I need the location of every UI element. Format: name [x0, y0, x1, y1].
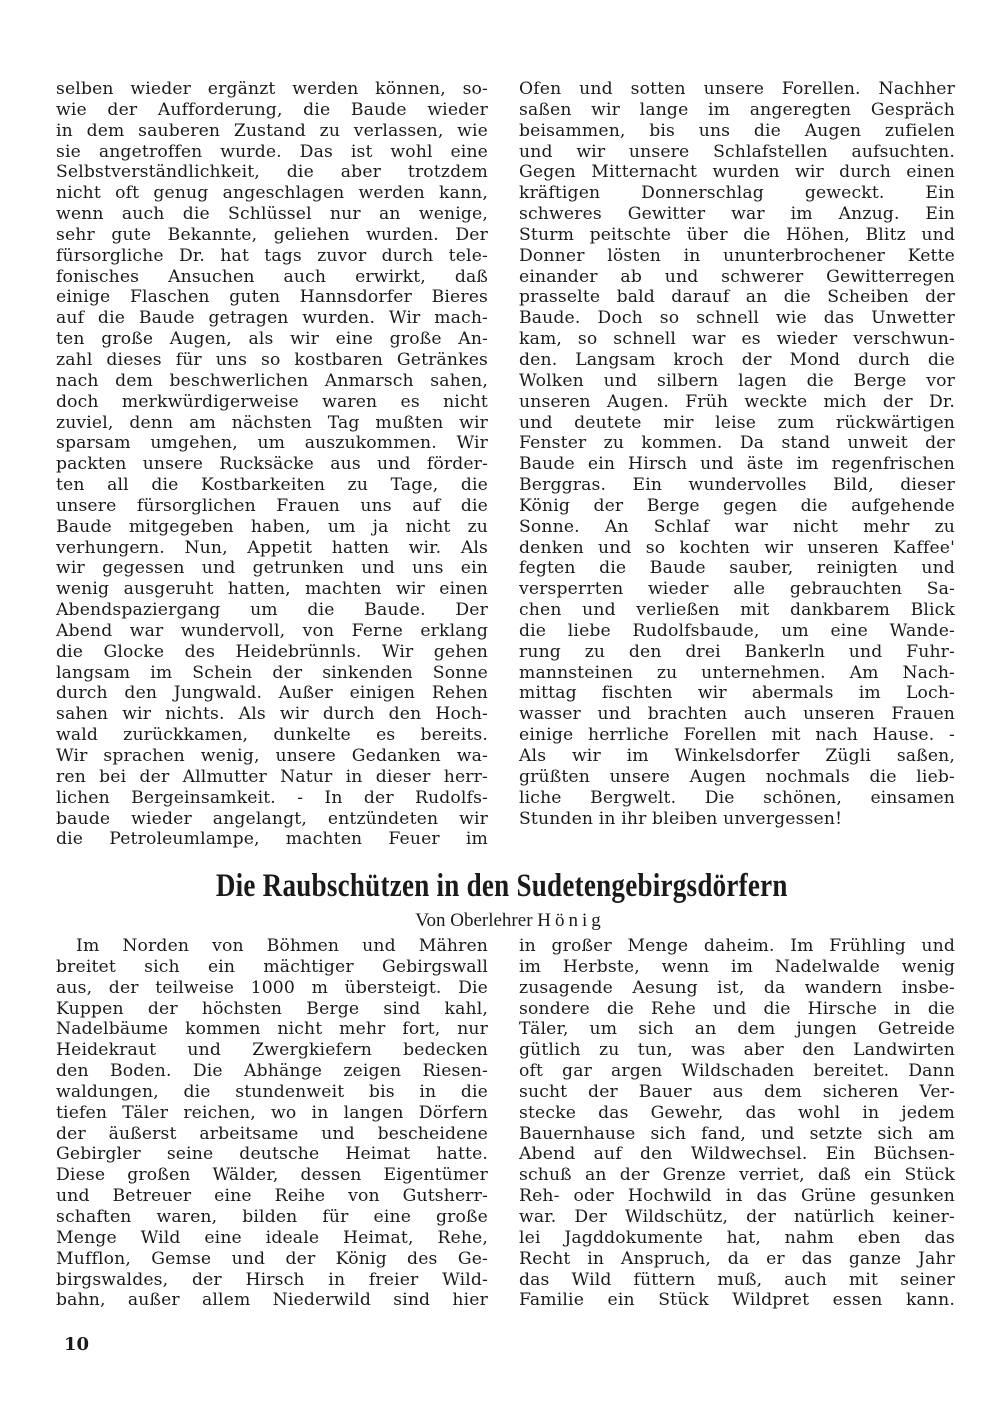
text-line: Sonne. An Schlaf war nicht mehr zu — [519, 516, 955, 537]
text-line: Diese großen Wälder, dessen Eigentümer — [56, 1165, 488, 1186]
text-line: fürsorgliche Dr. hat tags zuvor durch tele- — [56, 245, 488, 266]
text-line: selben wieder ergänzt werden können, so- — [56, 79, 488, 99]
text-line: die Petroleumlampe, machten Feuer im — [56, 829, 488, 850]
text-line: ten große Augen, als wir eine große An- — [56, 329, 488, 350]
text-line: Kuppen der höchsten Berge sind kahl, — [56, 998, 488, 1019]
text-line: Familie ein Stück Wildpret essen kann. — [519, 1290, 955, 1311]
text-line: zusagende Aesung ist, da wandern insbe- — [519, 977, 955, 998]
text-line: Wolken und silbern lagen die Berge vor — [519, 370, 955, 391]
text-line: wenig ausgeruht hatten, machten wir einen — [56, 579, 488, 600]
text-line: Gebirgler seine deutsche Heimat hatte. — [56, 1144, 488, 1165]
text-line: Baude. Doch so schnell wie das Unwetter — [519, 308, 955, 329]
text-line: Bauernhause sich fand, und setzte sich am — [519, 1123, 955, 1144]
text-line: im Herbste, wenn im Nadelwalde wenig — [519, 956, 955, 977]
text-line: mannsteinen zu unternehmen. Am Nach- — [519, 662, 955, 683]
article-title: Die Raubschützen in den Sudetengebirgsdörfern — [215, 868, 788, 904]
text-line: sucht der Bauer aus dem sicheren Ver- — [519, 1081, 955, 1102]
text-line: ten all die Kostbarkeiten zu Tage, die — [56, 475, 488, 496]
text-line: das Wild füttern muß, auch mit seiner — [519, 1269, 955, 1290]
text-line: war. Der Wildschütz, der natürlich keiner- — [519, 1206, 955, 1227]
text-line: prasselte bald darauf an die Scheiben der — [519, 287, 955, 308]
text-line: Selbstverständlichkeit, die aber trotzdem — [56, 162, 488, 183]
text-line: Nadelbäume kommen nicht mehr fort, nur — [56, 1019, 488, 1040]
text-line: schaften waren, bilden für eine große — [56, 1206, 488, 1227]
text-line: verhungern. Nun, Appetit hatten wir. Als — [56, 537, 488, 558]
text-line: breitet sich ein mächtiger Gebirgswall — [56, 956, 488, 977]
text-line: baude wieder angelangt, entzündeten wir — [56, 808, 488, 829]
text-line: saßen wir lange im angeregten Gespräch — [519, 99, 955, 120]
text-line: birgswaldes, der Hirsch in freier Wild- — [56, 1269, 488, 1290]
text-line: grüßten unsere Augen nochmals die lieb- — [519, 766, 955, 787]
byline-prefix: Von Oberlehrer — [415, 910, 533, 931]
text-line: chen und verließen mit dankbarem Blick — [519, 600, 955, 621]
text-line: und Betreuer eine Reihe von Gutsherr- — [56, 1186, 488, 1207]
text-line: Stunden in ihr bleiben unvergessen! — [519, 808, 843, 829]
text-line: und deutete mir leise zum rückwärtigen — [519, 412, 955, 433]
text-line: Heidekraut und Zwergkiefern bedecken — [56, 1040, 488, 1061]
text-line: Baude mitgegeben haben, um ja nicht zu — [56, 516, 488, 537]
text-line: Als wir im Winkelsdorfer Zügli saßen, — [519, 746, 955, 766]
text-line: und wir unsere Schlafstellen aufsuchten. — [519, 141, 955, 162]
text-line: Berggras. Ein wundervolles Bild, dieser — [519, 475, 955, 496]
text-line: Ofen und sotten unsere Forellen. Nachher — [519, 79, 955, 99]
text-line: gütlich zu tun, was aber den Landwirten — [519, 1040, 955, 1061]
byline — [0, 910, 1000, 932]
text-line: bahn, außer allem Niederwild sind hier — [56, 1290, 488, 1311]
text-line: der äußerst arbeitsame und bescheidene — [56, 1123, 488, 1144]
text-line: einige herrliche Forellen mit nach Hause. - — [519, 725, 955, 746]
text-line: sehr gute Bekannte, geliehen wurden. Der — [56, 224, 488, 245]
text-line: kam, so schnell war es wieder verschwun- — [519, 329, 955, 350]
text-line: sie angetroffen wurde. Das ist wohl eine — [56, 141, 488, 162]
article1-column-left — [56, 79, 488, 850]
article2-column-left — [56, 936, 488, 1311]
article1-column-right — [519, 79, 955, 829]
text-line: Recht in Anspruch, da er das ganze Jahr — [519, 1248, 955, 1269]
text-line: tiefen Täler reichen, wo in langen Dörfern — [56, 1102, 488, 1123]
text-line: mittag fischten wir abermals im Loch- — [519, 683, 955, 704]
text-line: Reh- oder Hochwild in das Grüne gesunken — [519, 1186, 955, 1207]
text-line: wald zurückkamen, dunkelte es bereits. — [56, 725, 488, 746]
text-line: stecke das Gewehr, das wohl in jedem — [519, 1102, 955, 1123]
text-line: rung zu den drei Bankerln und Fuhr- — [519, 641, 955, 662]
text-line: sahen wir nichts. Als wir durch den Hoch- — [56, 704, 488, 725]
text-line: ren bei der Allmutter Natur in dieser herr- — [56, 766, 488, 787]
text-line: Gegen Mitternacht wurden wir durch einen — [519, 162, 955, 183]
text-line: sparsam umgehen, um auszukommen. Wir — [56, 433, 488, 454]
byline-author: Hönig — [537, 910, 605, 931]
text-line: unsere fürsorglichen Frauen uns auf die — [56, 495, 488, 516]
text-line: wie der Aufforderung, die Baude wieder — [56, 99, 488, 120]
text-line: waldungen, die stundenweit bis in die — [56, 1081, 488, 1102]
text-line: Sturm peitschte über die Höhen, Blitz und — [519, 224, 955, 245]
text-line: liche Bergwelt. Die schönen, einsamen — [519, 787, 955, 808]
text-line: den Boden. Die Abhänge zeigen Riesen- — [56, 1061, 488, 1082]
text-line: lichen Bergeinsamkeit. - In der Rudolfs- — [56, 787, 488, 808]
text-line: Im Norden von Böhmen und Mähren — [76, 936, 488, 956]
text-line: beisammen, bis uns die Augen zufielen — [519, 120, 955, 141]
text-line: Abendspaziergang um die Baude. Der — [56, 600, 488, 621]
text-line: in großer Menge daheim. Im Frühling und — [519, 936, 955, 956]
text-line: Abend auf den Wildwechsel. Ein Büchsen- — [519, 1144, 955, 1165]
text-line: durch den Jungwald. Außer einigen Rehen — [56, 683, 488, 704]
text-line: oft gar argen Wildschaden bereitet. Dann — [519, 1061, 955, 1082]
text-line: packten unsere Rucksäcke aus und förder- — [56, 454, 488, 475]
text-line: wasser und brachten auch unseren Frauen — [519, 704, 955, 725]
text-line: Wir sprachen wenig, unsere Gedanken wa- — [56, 746, 488, 766]
text-line: König der Berge gegen die aufgehende — [519, 495, 955, 516]
text-line: Menge Wild eine ideale Heimat, Rehe, — [56, 1227, 488, 1248]
text-line: lei Jagddokumente hat, nahm eben das — [519, 1227, 955, 1248]
text-line: zahl dieses für uns so kostbaren Getränkes — [56, 349, 488, 370]
text-line: kräftigen Donnerschlag geweckt. Ein — [519, 183, 955, 204]
text-line: Fenster zu kommen. Da stand unweit der — [519, 433, 955, 454]
text-line: einander ab und schwerer Gewitterregen — [519, 266, 955, 287]
text-line: doch merkwürdigerweise waren es nicht — [56, 391, 488, 412]
text-line: zuviel, denn am nächsten Tag mußten wir — [56, 412, 488, 433]
text-line: fonisches Ansuchen auch erwirkt, daß — [56, 266, 488, 287]
text-line: den. Langsam kroch der Mond durch die — [519, 349, 955, 370]
text-line: Donner lösten in ununterbrochener Kette — [519, 245, 955, 266]
text-line: langsam im Schein der sinkenden Sonne — [56, 662, 488, 683]
text-line: schuß an der Grenze verriet, daß ein Stück — [519, 1165, 955, 1186]
text-line: auf die Baude getragen wurden. Wir mach- — [56, 308, 488, 329]
text-line: in dem sauberen Zustand zu verlassen, wie — [56, 120, 488, 141]
text-line: Abend war wundervoll, von Ferne erklang — [56, 620, 488, 641]
text-line: einige Flaschen guten Hannsdorfer Bieres — [56, 287, 488, 308]
page-number: 10 — [64, 1334, 90, 1355]
text-line: die Glocke des Heidebrünnls. Wir gehen — [56, 641, 488, 662]
text-line: unseren Augen. Früh weckte mich der Dr. — [519, 391, 955, 412]
text-line: wenn auch die Schlüssel nur an wenige, — [56, 204, 488, 225]
text-line: fegten die Baude sauber, reinigten und — [519, 558, 955, 579]
text-line: denken und so kochten wir unseren Kaffee' — [519, 537, 955, 558]
text-line: sondere die Rehe und die Hirsche in die — [519, 998, 955, 1019]
text-line: Täler, um sich an dem jungen Getreide — [519, 1019, 955, 1040]
text-line: Baude ein Hirsch und äste im regenfrischen — [519, 454, 955, 475]
text-line: nicht oft genug angeschlagen werden kann, — [56, 183, 488, 204]
text-line: nach dem beschwerlichen Anmarsch sahen, — [56, 370, 488, 391]
text-line: wir gegessen und getrunken und uns ein — [56, 558, 488, 579]
text-line: Mufflon, Gemse und der König des Ge- — [56, 1248, 488, 1269]
text-line: schweres Gewitter war im Anzug. Ein — [519, 204, 955, 225]
text-line: die liebe Rudolfsbaude, um eine Wande- — [519, 620, 955, 641]
text-line: versperrten wieder alle gebrauchten Sa- — [519, 579, 955, 600]
text-line: aus, der teilweise 1000 m übersteigt. Die — [56, 977, 488, 998]
article2-column-right — [519, 936, 955, 1311]
